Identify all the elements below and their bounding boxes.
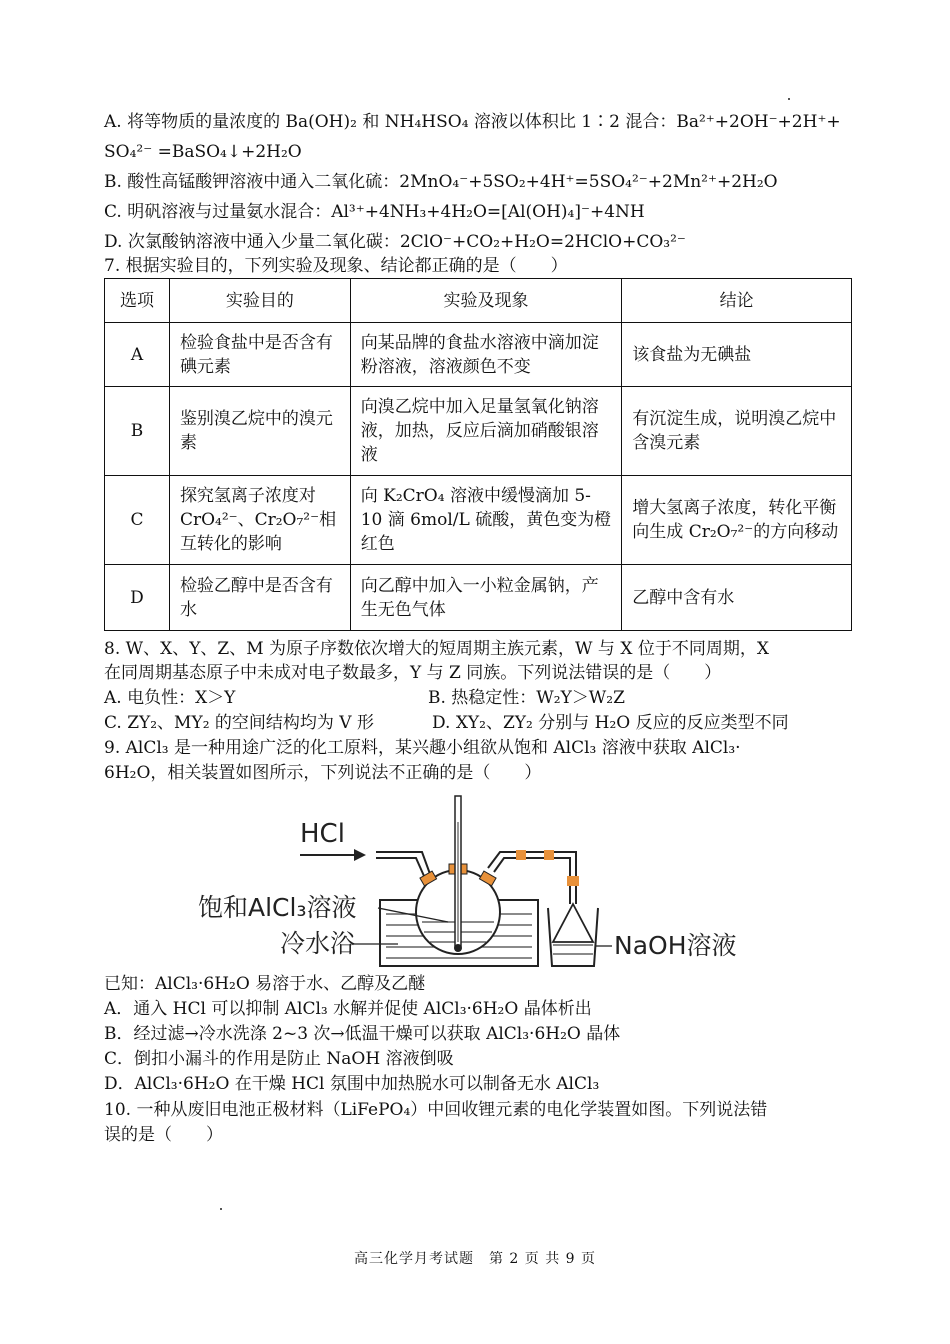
row-phenomenon: 向某品牌的食盐水溶液中滴加淀粉溶液，溶液颜色不变	[350, 323, 622, 387]
apparatus-diagram	[0, 782, 950, 972]
scan-dot	[788, 98, 790, 100]
naoh-solution-lines	[553, 945, 593, 954]
q6-option-b: B. 酸性高锰酸钾溶液中通入二氧化硫：2MnO₄⁻+5SO₂+4H⁺=5SO₄²⁻+2Mn²⁺+2H₂O	[104, 172, 778, 192]
table-row	[105, 323, 852, 387]
rubber-joint	[567, 876, 579, 886]
q9-stem-line1: 9. AlCl₃ 是一种用途广泛的化工原料，某兴趣小组欲从饱和 AlCl₃ 溶液中获取 AlCl₃·	[104, 738, 741, 758]
scan-dot	[220, 1208, 222, 1210]
row-phenomenon: 向溴乙烷中加入足量氢氧化钠溶液，加热，反应后滴加硝酸银溶液	[350, 387, 622, 476]
row-goal: 检验食盐中是否含有碘元素	[169, 323, 350, 387]
row-goal: 鉴别溴乙烷中的溴元素	[169, 387, 350, 476]
row-goal: 检验乙醇中是否含有水	[169, 565, 350, 631]
inverted-funnel	[553, 904, 593, 942]
outlet-tube	[488, 852, 576, 904]
saturated-solution-label: 饱和AlCl₃溶液	[198, 893, 357, 922]
row-conclusion: 增大氢离子浓度，转化平衡向生成 Cr₂O₇²⁻的方向移动	[622, 476, 852, 565]
q8-stem-line1: 8. W、X、Y、Z、M 为原子序数依次增大的短周期主族元素，W 与 X 位于不同周期，X	[104, 639, 769, 659]
table-row	[105, 565, 852, 631]
row-option: A	[105, 323, 170, 387]
header-phenomenon: 实验及现象	[350, 279, 622, 323]
row-option: C	[105, 476, 170, 565]
naoh-solution-label: NaOH溶液	[614, 931, 737, 960]
row-phenomenon: 向乙醇中加入一小粒金属钠，产生无色气体	[350, 565, 622, 631]
q9-option-d: D．AlCl₃·6H₂O 在干燥 HCl 氛围中加热脱水可以制备无水 AlCl₃	[104, 1074, 600, 1094]
row-option: B	[105, 387, 170, 476]
header-goal: 实验目的	[169, 279, 350, 323]
rubber-joint	[544, 850, 554, 860]
q8-option-b: B. 热稳定性：W₂Y＞W₂Z	[428, 688, 625, 708]
header-option: 选项	[105, 279, 170, 323]
row-option: D	[105, 565, 170, 631]
q8-option-c: C. ZY₂、MY₂ 的空间结构均为 V 形	[104, 713, 374, 733]
arrow-head-icon	[354, 849, 366, 861]
q8-option-d: D. XY₂、ZY₂ 分别与 H₂O 反应的反应类型不同	[432, 713, 789, 733]
q7-experiment-table	[104, 278, 852, 631]
header-conclusion: 结论	[622, 279, 852, 323]
q8-option-a: A. 电负性：X＞Y	[104, 688, 236, 708]
page-footer: 高三化学月考试题 第 2 页 共 9 页	[353, 1251, 597, 1267]
table-row	[105, 387, 852, 476]
q7-stem: 7. 根据实验目的，下列实验及现象、结论都正确的是（ ）	[104, 256, 568, 276]
thermometer-bulb	[454, 944, 462, 952]
q8-stem-line2: 在同周期基态原子中未成对电子数最多，Y 与 Z 同族。下列说法错误的是（ ）	[104, 663, 722, 683]
q6-option-a-line2: SO₄²⁻ =BaSO₄↓+2H₂O	[104, 142, 302, 162]
row-conclusion: 有沉淀生成，说明溴乙烷中含溴元素	[622, 387, 852, 476]
q6-option-d: D. 次氯酸钠溶液中通入少量二氧化碳：2ClO⁻+CO₂+H₂O=2HClO+CO₃²⁻	[104, 232, 686, 252]
q9-option-b: B．经过滤→冷水洗涤 2~3 次→低温干燥可以获取 AlCl₃·6H₂O 晶体	[104, 1024, 621, 1044]
row-conclusion: 该食盐为无碘盐	[622, 323, 852, 387]
q9-known: 已知：AlCl₃·6H₂O 易溶于水、乙醇及乙醚	[104, 974, 426, 994]
cold-bath-label: 冷水浴	[280, 929, 356, 958]
q6-option-a-line1: A. 将等物质的量浓度的 Ba(OH)₂ 和 NH₄HSO₄ 溶液以体积比 1∶2 混合：Ba²⁺+2OH⁻+2H⁺+	[104, 112, 841, 132]
row-phenomenon: 向 K₂CrO₄ 溶液中缓慢滴加 5-10 滴 6mol/L 硫酸，黄色变为橙红色	[350, 476, 622, 565]
row-goal: 探究氢离子浓度对CrO₄²⁻、Cr₂O₇²⁻相互转化的影响	[169, 476, 350, 565]
rubber-joint	[516, 850, 526, 860]
q10-stem-line1: 10. 一种从废旧电池正极材料（LiFePO₄）中回收锂元素的电化学装置如图。下列说法错	[104, 1100, 768, 1120]
q6-option-c: C. 明矾溶液与过量氨水混合：Al³⁺+4NH₃+4H₂O=[Al(OH)₄]⁻+4NH	[104, 202, 645, 222]
q9-option-a: A．通入 HCl 可以抑制 AlCl₃ 水解并促使 AlCl₃·6H₂O 晶体析出	[104, 999, 592, 1019]
table-header-row	[105, 279, 852, 323]
q9-option-c: C．倒扣小漏斗的作用是防止 NaOH 溶液倒吸	[104, 1049, 454, 1069]
row-conclusion: 乙醇中含有水	[622, 565, 852, 631]
q10-stem-line2: 误的是（ ）	[104, 1125, 223, 1145]
table-row	[105, 476, 852, 565]
hcl-label: HCl	[300, 819, 345, 849]
q9-stem-line2: 6H₂O，相关装置如图所示，下列说法不正确的是（ ）	[104, 763, 542, 783]
